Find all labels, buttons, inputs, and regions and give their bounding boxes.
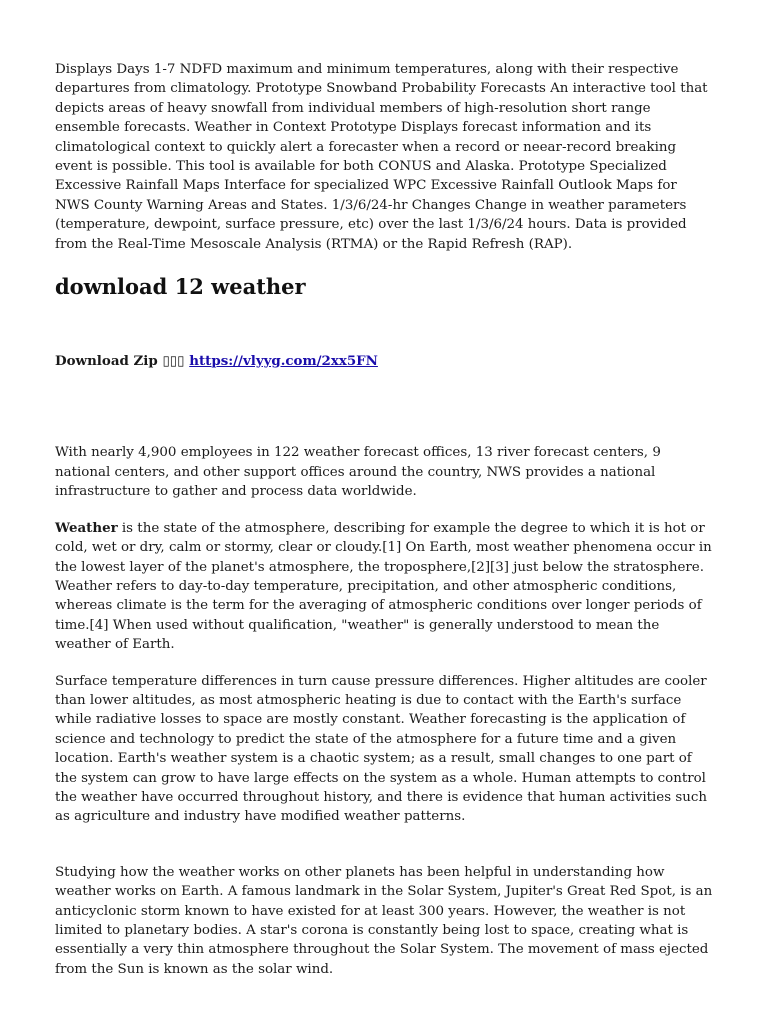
paragraph-surface-temperature: Surface temperature differences in turn cause pressure differences. Higher altitudes are cooler than lower altitudes, as most atmospheric heating is due to contact with the Earth's surface while radiative losses to space are mostly constant. Weather forecasting is the application of science and technology to predict the state of the atmosphere for a future time and a given location. Earth's weather system is a chaotic system; as a result, small changes to one part of the system can grow to have large effects on the system as a whole. Human attempts to control the weather have occurred throughout history, and there is evidence that human activities such as agriculture and industry have modified weather patterns. [55,673,707,825]
weather-definition-text: is the state of the atmosphere, describing for example the degree to which it is hot or cold, wet or dry, calm or stormy, clear or cloudy.[1] On Earth, most weather phenomena occur in the lowest layer of the planet's atmosphere, the troposphere,[2][3] just below the stratosphere. Weather refers to day-to-day temperature, precipitation, and other atmospheric conditions, whereas climate is the term for the averaging of atmospheric conditions over longer periods of time.[4] When used without qualification, "weather" is generally understood to mean the weather of Earth. [55,520,712,653]
download-link[interactable]: https://vlyyg.com/2xx5FN [189,353,378,370]
paragraph-other-planets: Studying how the weather works on other planets has been helpful in understanding how weather works on Earth. A famous landmark in the Solar System, Jupiter's Great Red Spot, is an anticyclonic storm known to have existed for at least 300 years. However, the weather is not limited to planetary bodies. A star's corona is constantly being lost to space, creating what is essentially a very thin atmosphere throughout the Solar System. The movement of mass ejected from the Sun is known as the solar wind. [55,864,713,977]
paragraph-nws-employees: With nearly 4,900 employees in 122 weather forecast offices, 13 river forecast centers, 9 national centers, and other support offices around the country, NWS provides a national infrastructure to gather and process data worldwide. [55,445,661,500]
page-title: download 12 weather [55,274,306,300]
arrow-glyphs-icon: ▯▯▯ [162,354,185,370]
download-line [55,352,714,371]
paragraph-weather-definition [55,519,714,655]
weather-term: Weather [55,519,118,536]
intro-paragraph: Displays Days 1-7 NDFD maximum and minimum temperatures, along with their respective departures from climatology. Prototype Snowband Probability Forecasts An interactive tool that depicts areas of heavy snowfall from individual members of high-resolution short range ensemble forecasts. Weather in Context Prototype Displays forecast information and its climatological context to quickly alert a forecaster when a record or neear-record breaking event is possible. This tool is available for both CONUS and Alaska. Prototype Specialized Excessive Rainfall Maps Interface for specialized WPC Excessive Rainfall Outlook Maps for NWS County Warning Areas and States. 1/3/6/24-hr Changes Change in weather parameters (temperature, dewpoint, surface pressure, etc) over the last 1/3/6/24 hours. Data is provided from the Real-Time Mesoscale Analysis (RTMA) or the Rapid Refresh (RAP). [55,62,708,252]
download-label: Download Zip [55,353,158,370]
